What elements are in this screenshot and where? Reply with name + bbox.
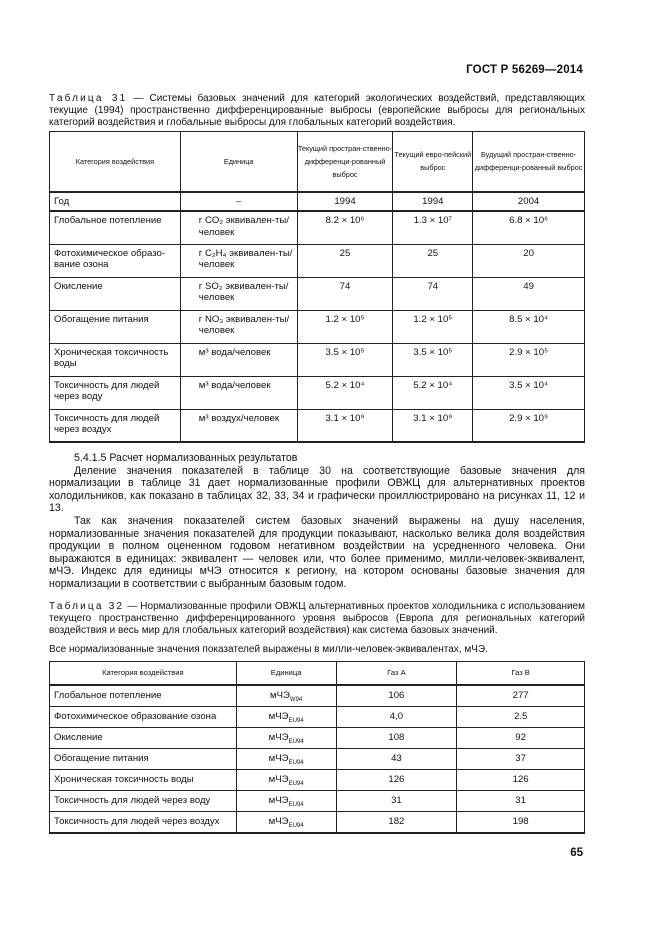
row-unit: мЧЭ$_{EU94}$: [236, 749, 336, 770]
table31-header-current-european: Текущий евро-пейский выброс: [393, 132, 473, 192]
row-category: Глобальное потепление: [50, 211, 181, 244]
table31-header-current-spatial: Текущий простран-ственно-дифференци-рованный выброс: [297, 132, 393, 192]
table32-header-unit: Единица: [236, 662, 336, 686]
row-value-european: 5.2 × 10⁴: [393, 376, 473, 409]
table32-header-gas-b: Газ В: [457, 662, 585, 686]
row-unit: г C₂H₄ эквивален-ты/человек: [180, 244, 297, 277]
table31: [49, 131, 585, 443]
row-gas-b: 2.5: [457, 707, 585, 728]
row-value-current: 25: [297, 244, 393, 277]
row-value-european: 3.1 × 10⁹: [393, 409, 473, 442]
row-unit: –: [180, 192, 297, 212]
row-unit: м³ воздух/человек: [180, 409, 297, 442]
row-value-future: 2.9 × 10⁵: [473, 343, 585, 376]
row-value-european: 1994: [393, 192, 473, 212]
row-category: Год: [50, 192, 181, 212]
row-gas-a: 108: [336, 728, 457, 749]
section-paragraph-2: Так как значения показателей систем базовых значений выражены на душу населения, нормализованные значения показателей для продукции показывают, насколько велика доля воздействия продукции в полном оцененном годовом негативном воздействии на усредненного человека. Они выражаются в единицах: эквивалент — человек или, что более применимо, милли-человек-эквивалент, мЧЭ. Индекс для единицы мЧЭ относится к региону, на котором основаны базовые значения для нормализации в соответствии с выбранным базовым годом.: [49, 514, 585, 590]
row-value-current: 3.5 × 10⁵: [297, 343, 393, 376]
table31-header-unit: Единица: [180, 132, 297, 192]
row-unit: г SO₂ эквивален-ты/человек: [180, 277, 297, 310]
row-value-european: 1.2 × 10⁵: [393, 310, 473, 343]
table32-header-gas-a: Газ А: [336, 662, 457, 686]
row-value-future: 2004: [473, 192, 585, 212]
row-value-current: 1994: [297, 192, 393, 212]
table-row: [50, 310, 585, 343]
row-value-european: 3.5 × 10⁵: [393, 343, 473, 376]
table-row: [50, 707, 585, 728]
row-unit: м³ вода/человек: [180, 343, 297, 376]
row-gas-a: 182: [336, 812, 457, 834]
row-value-current: 3.1 × 10⁹: [297, 409, 393, 442]
row-value-current: 8.2 × 10⁶: [297, 211, 393, 244]
table-row: [50, 728, 585, 749]
row-gas-b: 37: [457, 749, 585, 770]
row-unit: г CO₂ эквивален-ты/человек: [180, 211, 297, 244]
table-row: [50, 812, 585, 834]
table-row: [50, 192, 585, 212]
row-category: Токсичность для людей через воду: [50, 376, 181, 409]
table-row: [50, 343, 585, 376]
row-gas-a: 31: [336, 791, 457, 812]
section-heading: 5.4.1.5 Расчет нормализованных результатов: [74, 452, 298, 464]
row-value-future: 8.5 × 10⁴: [473, 310, 585, 343]
row-unit: мЧЭ$_{EU94}$: [236, 770, 336, 791]
row-category: Фотохимическое образо-вание озона: [50, 244, 181, 277]
row-gas-b: 277: [457, 685, 585, 707]
row-category: Токсичность для людей через воздух: [50, 812, 237, 834]
row-category: Окисление: [50, 728, 237, 749]
document-code: ГОСТ Р 56269—2014: [466, 64, 583, 76]
table31-header-category: Категория воздействия: [50, 132, 181, 192]
table-row: [50, 211, 585, 244]
table31-header-future-spatial: Будущий простран-ственно-дифференци-рованный выброс: [473, 132, 585, 192]
table-row: [50, 244, 585, 277]
table-row: [50, 749, 585, 770]
table31-caption: [49, 93, 585, 129]
row-unit: мЧЭ$_{EU94}$: [236, 812, 336, 834]
row-category: Обогащение питания: [50, 310, 181, 343]
table32-label: Таблица 32: [49, 601, 125, 612]
table32-header-row: [50, 662, 585, 686]
section-text: [49, 452, 585, 591]
row-category: Токсичность для людей через воздух: [50, 409, 181, 442]
table-row: [50, 770, 585, 791]
row-category: Глобальное потепление: [50, 685, 237, 707]
table32-caption-text: — Нормализованные профили ОВЖЦ альтернативных проектов холодильника с использованием текущего пространственно дифференцированного уровня выбросов (Европа для региональных категорий воздействия и весь мир для глобальных категорий воздействия) как система базовых значений.: [49, 601, 585, 636]
row-value-european: 74: [393, 277, 473, 310]
row-unit: мЧЭ$_{EU94}$: [236, 707, 336, 728]
row-gas-a: 126: [336, 770, 457, 791]
table-row: [50, 409, 585, 442]
row-gas-b: 198: [457, 812, 585, 834]
page-number: 65: [570, 847, 583, 859]
row-category: Обогащение питания: [50, 749, 237, 770]
table-row: [50, 277, 585, 310]
table32-note: Все нормализованные значения показателей выражены в милли-человек-эквивалентах, мЧЭ.: [49, 644, 488, 655]
row-value-future: 49: [473, 277, 585, 310]
row-gas-b: 31: [457, 791, 585, 812]
table-row: [50, 376, 585, 409]
row-category: Хроническая токсичность воды: [50, 770, 237, 791]
row-unit: мЧЭ$_{EU94}$: [236, 791, 336, 812]
row-value-future: 2.9 × 10⁹: [473, 409, 585, 442]
row-value-current: 1.2 × 10⁵: [297, 310, 393, 343]
table-row: [50, 685, 585, 707]
row-value-european: 25: [393, 244, 473, 277]
table32-caption: [49, 601, 585, 637]
row-gas-b: 126: [457, 770, 585, 791]
row-gas-a: 43: [336, 749, 457, 770]
table-row: [50, 791, 585, 812]
row-unit: м³ вода/человек: [180, 376, 297, 409]
section-paragraph-1: Деление значения показателей в таблице 30 на соответствующие базовые значения для нормализации в таблице 31 дает нормализованные профили ОВЖЦ для альтернативных проектов холодильников, как показано в таблицах 32, 33, 34 и графически проиллюстрировано на рисунках 11, 12 и 13.: [49, 464, 585, 515]
row-unit: г NO₃ эквивален-ты/человек: [180, 310, 297, 343]
row-value-future: 20: [473, 244, 585, 277]
table31-caption-text: — Системы базовых значений для категорий экологических воздействий, представляющих текущие (1994) пространственно дифференцированные выбросы (европейские выбросы для региональных категорий воздействия и глобальные выбросы для глобальных категорий воздействия.: [49, 93, 585, 128]
table31-label: Таблица 31: [49, 93, 128, 104]
row-value-future: 3.5 × 10⁴: [473, 376, 585, 409]
row-unit: мЧЭ$_{W94}$: [236, 685, 336, 707]
table32: [49, 661, 585, 834]
row-category: Токсичность для людей через воду: [50, 791, 237, 812]
row-category: Хроническая токсичность воды: [50, 343, 181, 376]
row-gas-a: 4,0: [336, 707, 457, 728]
row-category: Окисление: [50, 277, 181, 310]
row-value-current: 74: [297, 277, 393, 310]
row-value-future: 6.8 × 10⁶: [473, 211, 585, 244]
row-value-european: 1.3 × 10⁷: [393, 211, 473, 244]
row-unit: мЧЭ$_{EU94}$: [236, 728, 336, 749]
row-gas-a: 106: [336, 685, 457, 707]
table32-header-category: Категория воздействия: [50, 662, 237, 686]
row-gas-b: 92: [457, 728, 585, 749]
row-value-current: 5.2 × 10⁴: [297, 376, 393, 409]
row-category: Фотохимическое образование озона: [50, 707, 237, 728]
